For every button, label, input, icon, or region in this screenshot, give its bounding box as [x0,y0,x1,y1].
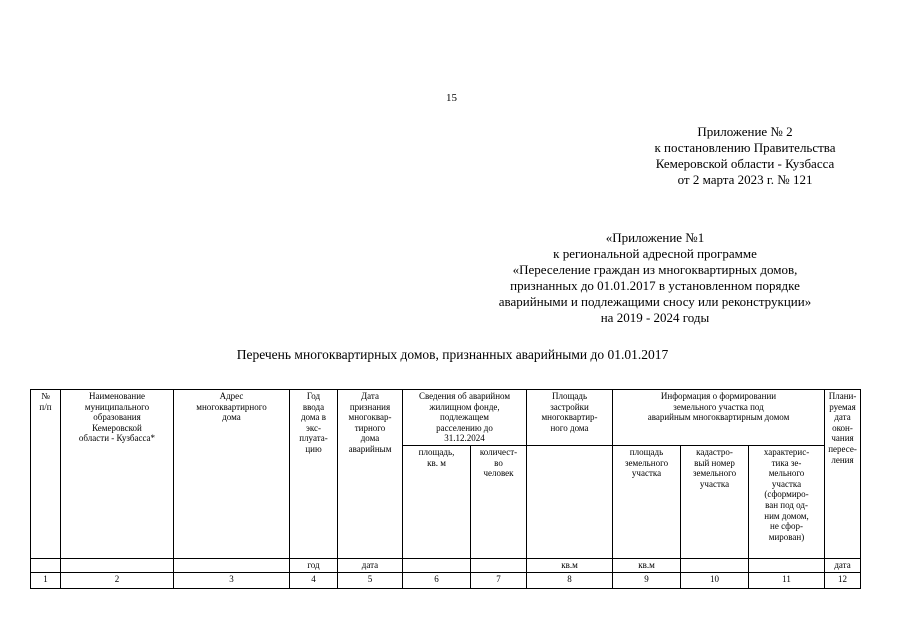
header-text-line: Площадь [551,391,588,401]
appendix-1-line: аварийными и подлежащими сносу или реконструкции» [498,294,812,309]
header-text-line: участка [771,478,802,489]
header-text-line: во [494,457,503,468]
header-text-line: Сведения об аварийном [418,391,511,401]
header-number [31,390,61,559]
header-text-line: кв. м [427,457,446,468]
header-text-line: ван под од- [765,499,808,510]
header-text-line: п/п [39,401,52,412]
header-text-line: дома [222,412,241,423]
header-text-line: руемая [829,401,856,412]
unit-cell [31,558,61,572]
header-text-line: земельного [692,468,737,479]
appendix-2-line: от 2 марта 2023 г. № 121 [677,172,813,187]
column-number: 5 [338,572,403,588]
header-text-line: дата [834,412,851,423]
header-text-line: ним домом, [764,510,809,521]
header-text-line: дома [360,433,380,444]
unit-cell: год [290,558,338,572]
header-text-line: Год [306,391,321,401]
header-cadastral-number [681,445,749,558]
header-text-line: аварийным [348,443,392,454]
header-text-line: площадь [629,446,664,457]
header-area [403,445,471,558]
header-text-line: многоквар- [348,412,392,423]
header-text-line: участка [699,478,730,489]
column-number: 6 [403,572,471,588]
header-text-line: признания [349,401,391,412]
column-number: 4 [290,572,338,588]
header-housing-info [403,390,527,446]
header-text-line: плуата- [299,433,328,444]
unit-cell [61,558,174,572]
header-text-line: мирован) [768,531,805,542]
header-text-line: жилищном фонде, [429,401,500,412]
appendix-1-line: признанных до 01.01.2017 в установленном порядке [510,278,800,293]
unit-cell [471,558,527,572]
header-text-line: подлежащем [440,412,489,423]
header-text-line: многоквартир- [541,412,598,423]
header-text-line: Информация о формировании [660,391,777,401]
column-numbers-row [31,572,861,588]
header-text-line: ления [831,454,854,465]
header-emergency-date [338,390,403,559]
header-address [174,390,290,559]
unit-cell: кв.м [613,558,681,572]
column-number: 8 [527,572,613,588]
header-text-line: площадь, [418,446,455,457]
header-text-line: характерис- [763,446,810,457]
header-text-line: области - Кузбасса* [78,433,156,444]
unit-cell: дата [338,558,403,572]
header-text-line: пересе- [828,443,857,454]
column-number: 12 [825,572,861,588]
header-text-line: образования [93,412,141,423]
header-text-line: тика зе- [771,457,802,468]
appendix-1-line: на 2019 - 2024 годы [600,310,710,325]
header-text-line: расселению до [436,422,493,433]
column-number: 9 [613,572,681,588]
unit-cell [174,558,290,572]
header-text-line: человек [483,468,514,479]
header-text-line: окон- [832,422,853,433]
appendix-2-line: Кемеровской области - Кузбасса [655,156,835,171]
header-text-line: Дата [361,391,379,401]
appendix-1-line: «Переселение граждан из многоквартирных домов, [512,262,798,277]
column-number: 3 [174,572,290,588]
unit-cell [749,558,825,572]
header-text-line: участка [631,468,662,479]
header-municipality [61,390,174,559]
page-number: 15 [446,92,457,104]
unit-cell [403,558,471,572]
header-building-area [527,390,613,446]
header-text-line: ввода [302,401,325,412]
header-text-line: муниципального [84,401,150,412]
header-building-area-empty [527,445,613,558]
appendix-2-line: к постановлению Правительства [654,140,836,155]
header-text-line: Наименование [88,391,146,401]
header-text-line: количест- [479,446,518,457]
units-row [31,558,861,572]
header-text-line: цию [305,443,322,454]
header-text-line: земельного [624,457,669,468]
header-year-built [290,390,338,559]
header-text-line: Плани- [828,391,857,401]
header-text-line: 31.12.2024 [444,433,485,444]
column-number: 11 [749,572,825,588]
appendix-2-line: Приложение № 2 [697,124,793,139]
header-text-line: ного дома [550,422,589,433]
unit-cell: дата [825,558,861,572]
header-text-line: дома в [300,412,327,423]
header-plot-area [613,445,681,558]
header-text-line: Кемеровской [92,422,142,433]
header-text-line: не сфор- [770,521,804,532]
header-text-line: многоквартирного [196,401,267,412]
header-text-line: застройки [550,401,589,412]
column-number: 1 [31,572,61,588]
header-text-line: аварийным многоквартирным домом [647,412,790,423]
header-planned-date [825,390,861,559]
appendix-2-header [610,124,880,188]
unit-cell: кв.м [527,558,613,572]
column-number: 10 [681,572,749,588]
header-people-count [471,445,527,558]
header-text-line: Адрес [219,391,244,401]
column-number: 2 [61,572,174,588]
header-text-line: экс- [305,422,321,433]
header-text-line: вый номер [694,457,735,468]
header-text-line: мельного [768,468,805,479]
appendix-1-header [460,230,850,326]
appendix-1-line: к региональной адресной программе [553,246,757,261]
appendix-1-line: «Приложение №1 [605,230,705,245]
header-row [31,390,861,446]
unit-cell [681,558,749,572]
header-text-line: кадастро- [696,446,733,457]
header-text-line: земельного участка под [673,401,764,412]
header-text-line: № [41,391,50,401]
document-title: Перечень многоквартирных домов, признанных аварийными до 01.01.2017 [236,347,669,362]
houses-table [30,389,861,589]
header-text-line: чания [831,433,854,444]
header-plot-characteristic [749,445,825,558]
header-text-line: тирного [354,422,386,433]
header-text-line: (сформиро- [764,489,809,500]
column-number: 7 [471,572,527,588]
header-land-plot-info [613,390,825,446]
